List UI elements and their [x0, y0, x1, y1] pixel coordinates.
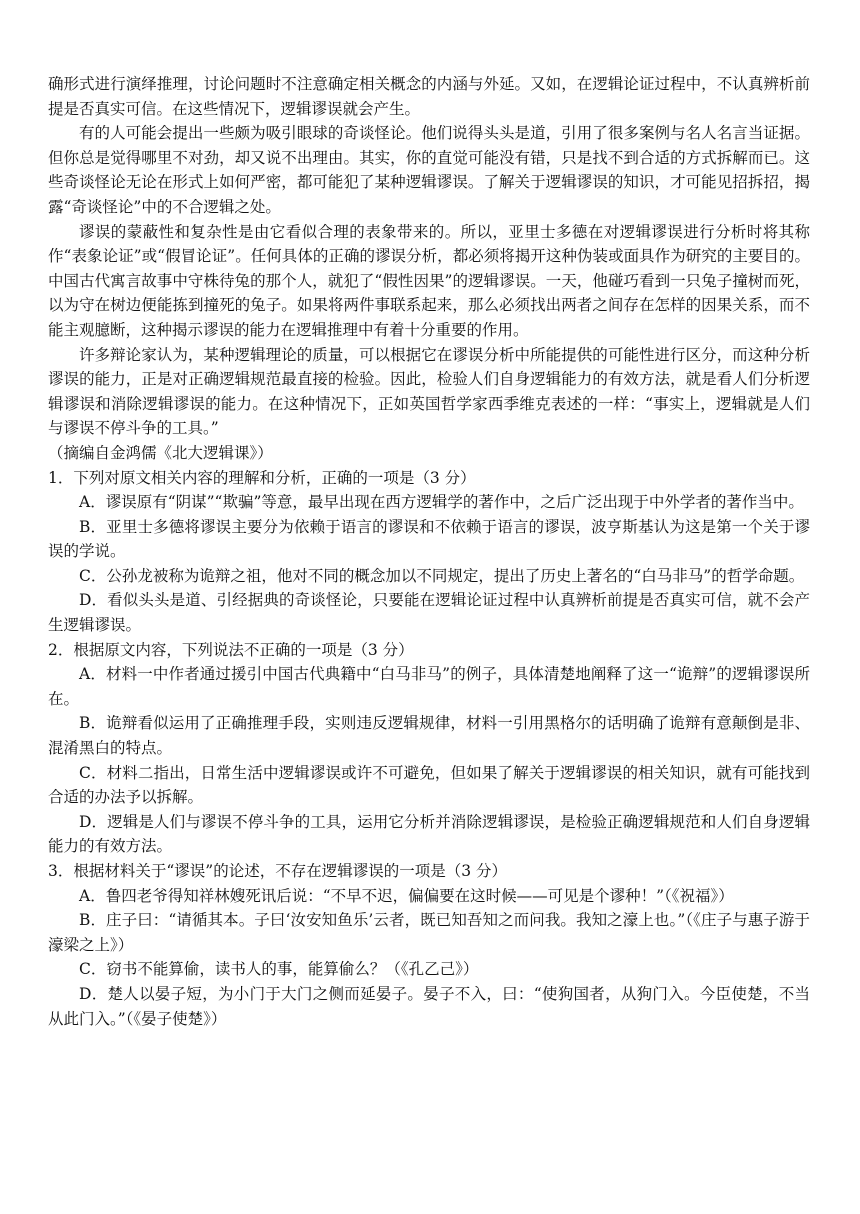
passage-paragraph: 许多辩论家认为，某种逻辑理论的质量，可以根据它在谬误分析中所能提供的可能性进行区分，而这种分析谬误的能力，正是对正确逻辑规范最直接的检验。因此，检验人们自身逻辑能力的有效方法，就是看人们分析逻辑谬误和消除逻辑谬误的能力。在这种情况下，正如英国哲学家西季维克表述的一样：“事实上，逻辑就是人们与谬误不停斗争的工具。” [48, 345, 810, 438]
option-c: C．窃书不能算偷，读书人的事，能算偷么？（《孔乙己》） [79, 960, 479, 979]
option-d: D．楚人以晏子短，为小门于大门之侧而延晏子。晏子不入，曰：“使狗国者，从狗门入。今臣使楚，不当从此门入。”（《晏子使楚》） [48, 984, 810, 1028]
option-b: B．亚里士多德将谬误主要分为依赖于语言的谬误和不依赖于语言的谬误，波亨斯基认为这是第一个关于谬误的学说。 [48, 517, 810, 561]
question-stem: 1．下列对原文相关内容的理解和分析，正确的一项是（3 分） [48, 468, 476, 487]
passage-paragraph: 有的人可能会提出一些颇为吸引眼球的奇谈怪论。他们说得头头是道，引用了很多案例与名人名言当证据。但你总是觉得哪里不对劲，却又说不出理由。其实，你的直觉可能没有错，只是找不到合适的方式拆解而已。这些奇谈怪论无论在形式上如何严密，都可能犯了某种逻辑谬误。了解关于逻辑谬误的知识，才可能见招拆招，揭露“奇谈怪论”中的不合逻辑之处。 [48, 124, 810, 216]
option-c: C．材料二指出，日常生活中逻辑谬误或许不可避免，但如果了解关于逻辑谬误的相关知识，就有可能找到合适的办法予以拆解。 [48, 763, 810, 807]
option-b: B．庄子曰：“请循其本。子曰‘汝安知鱼乐’云者，既已知吾知之而问我。我知之濠上也。”（《庄子与惠子游于濠梁之上》） [48, 911, 810, 954]
option-c: C．公孙龙被称为诡辩之祖，他对不同的概念加以不同规定，提出了历史上著名的“白马非马”的哲学命题。 [79, 566, 805, 585]
passage-paragraph: 谬误的蒙蔽性和复杂性是由它看似合理的表象带来的。所以，亚里士多德在对逻辑谬误进行分析时将其称作“表象论证”或“假冒论证”。任何具体的正确的谬误分析，都必须将揭开这种伪装或面具作为研究的主要目的。中国古代寓言故事中守株待兔的那个人，就犯了“假性因果”的逻辑谬误。一天，他碰巧看到一只兔子撞树而死，以为守在树边便能拣到撞死的兔子。如果将两件事联系起来，那么必须找出两者之间存在怎样的因果关系，而不能主观臆断，这种揭示谬误的能力在逻辑推理中有着十分重要的作用。 [48, 222, 810, 339]
question-stem: 2．根据原文内容，下列说法不正确的一项是（3 分） [48, 640, 414, 659]
question-3 [48, 859, 810, 1031]
passage-source: （摘编自金鸿儒《北大逻辑课》） [48, 443, 273, 462]
question-1 [48, 466, 810, 638]
option-a: A．谬误原有“阴谋”“欺骗”等意，最早出现在西方逻辑学的著作中，之后广泛出现于中外学者的著作当中。 [79, 493, 804, 512]
option-d: D．逻辑是人们与谬误不停斗争的工具，运用它分析并消除逻辑谬误，是检验正确逻辑规范和人们自身逻辑能力的有效方法。 [48, 812, 810, 856]
option-b: B．诡辩看似运用了正确推理手段，实则违反逻辑规律，材料一引用黑格尔的话明确了诡辩有意颠倒是非、混淆黑白的特点。 [48, 714, 810, 758]
option-a: A．鲁四老爷得知祥林嫂死讯后说：“不早不迟，偏偏要在这时候——可见是个谬种！”（《祝福》） [79, 886, 734, 905]
option-a: A．材料一中作者通过援引中国古代典籍中“白马非马”的例子，具体清楚地阐释了这一“诡辩”的逻辑谬误所在。 [48, 665, 810, 708]
passage-paragraph-continued: 确形式进行演绎推理，讨论问题时不注意确定相关概念的内涵与外延。又如，在逻辑论证过程中，不认真辨析前提是否真实可信。在这些情况下，逻辑谬误就会产生。 [48, 75, 810, 118]
option-d: D．看似头头是道、引经据典的奇谈怪论，只要能在逻辑论证过程中认真辨析前提是否真实可信，就不会产生逻辑谬误。 [48, 591, 810, 635]
question-stem: 3．根据材料关于“谬误”的论述，不存在逻辑谬误的一项是（3 分） [48, 862, 508, 880]
question-2 [48, 638, 810, 859]
